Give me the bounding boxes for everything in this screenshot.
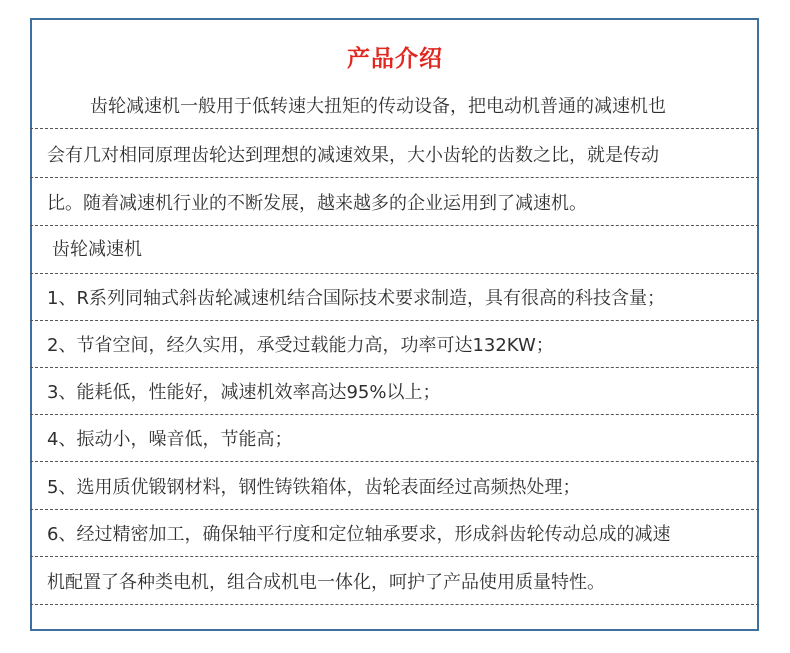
feature-item-5: 5、选用质优锻钢材料，钢性铸铁箱体，齿轮表面经过高频热处理； — [47, 477, 581, 498]
dashed-divider — [30, 273, 759, 274]
dashed-divider — [30, 509, 759, 510]
dashed-divider — [30, 461, 759, 462]
dashed-divider — [30, 225, 759, 226]
section-heading: 齿轮减速机 — [52, 239, 142, 260]
dashed-divider — [30, 320, 759, 321]
feature-item-6: 6、经过精密加工，确保轴平行度和定位轴承要求，形成斜齿轮传动总成的减速 — [47, 524, 671, 545]
intro-line-1: 齿轮减速机一般用于低转速大扭矩的传动设备，把电动机普通的减速机也 — [90, 96, 666, 117]
dashed-divider — [30, 128, 759, 129]
dashed-divider — [30, 604, 759, 605]
dashed-divider — [30, 556, 759, 557]
dashed-divider — [30, 414, 759, 415]
dashed-divider — [30, 367, 759, 368]
page-title: 产品介绍 — [347, 46, 443, 72]
feature-item-3: 3、能耗低，性能好，减速机效率高达95%以上； — [47, 382, 441, 403]
feature-item-4: 4、振动小，噪音低，节能高； — [47, 429, 293, 450]
feature-item-6-continued: 机配置了各种类电机，组合成机电一体化，呵护了产品使用质量特性。 — [47, 572, 605, 593]
intro-line-2: 会有几对相同原理齿轮达到理想的减速效果，大小齿轮的齿数之比，就是传动 — [47, 145, 659, 166]
dashed-divider — [30, 177, 759, 178]
feature-item-2: 2、节省空间，经久实用，承受过载能力高，功率可达132KW； — [47, 335, 554, 356]
feature-item-1: 1、R系列同轴式斜齿轮减速机结合国际技术要求制造，具有很高的科技含量； — [47, 288, 665, 309]
intro-line-3: 比。随着减速机行业的不断发展，越来越多的企业运用到了减速机。 — [47, 193, 587, 214]
